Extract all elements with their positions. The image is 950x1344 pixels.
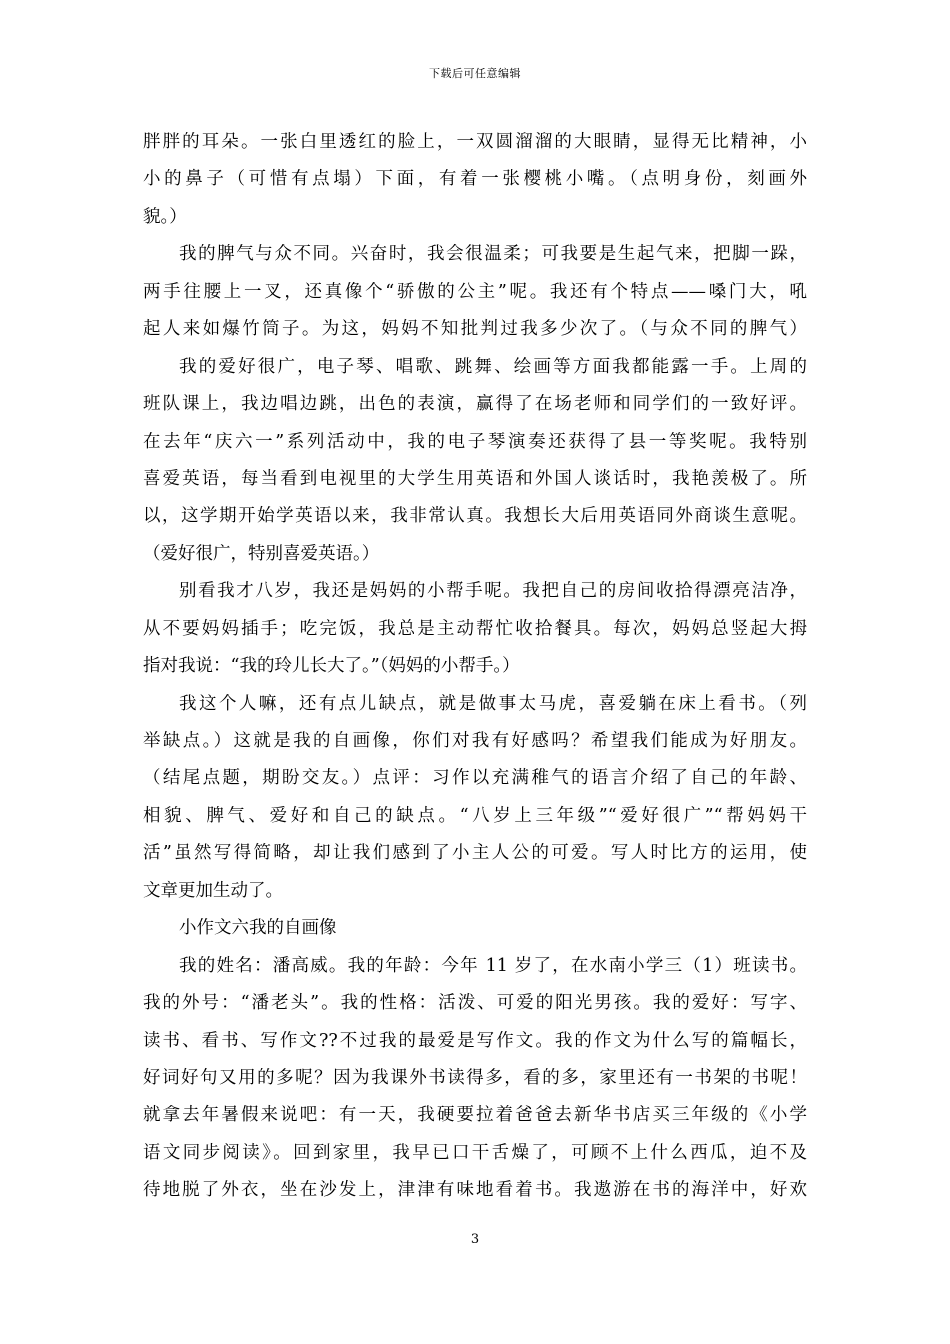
text-line: 文章更加生动了。 — [143, 880, 283, 901]
text-line: 我这个人嘛，还有点儿缺点，就是做事太马虎，喜爱躺在床上看书。（列 — [179, 693, 807, 714]
text-line: 举缺点。）这就是我的自画像，你们对我有好感吗？希望我们能成为好朋友。 — [143, 731, 807, 751]
text-line: 两手往腰上一叉，还真像个“骄傲的公主”呢。我还有个特点——嗓门大，吼 — [143, 281, 807, 302]
section-heading: 小作文六我的自画像 — [179, 918, 337, 939]
text-line: 喜爱英语，每当看到电视里的大学生用英语和外国人谈话时，我艳羡极了。所 — [143, 468, 807, 489]
text-line: 就拿去年暑假来说吧：有一天，我硬要拉着爸爸去新华书店买三年级的《小学 — [143, 1105, 807, 1126]
text-line: 别看我才八岁，我还是妈妈的小帮手呢。我把自己的房间收拾得漂亮洁净， — [179, 581, 807, 602]
page-number: 3 — [470, 1232, 480, 1247]
text-line: 读书、看书、写作文??不过我的最爱是写作文。我的作文为什么写的篇幅长， — [143, 1030, 807, 1051]
text-line: 指对我说：“我的玲儿长大了。”（妈妈的小帮手。） — [143, 656, 520, 677]
text-line: 以，这学期开始学英语以来，我非常认真。我想长大后用英语同外商谈生意呢。 — [143, 506, 807, 527]
body-text — [143, 124, 807, 1210]
text-line: 从不要妈妈插手；吃完饭，我总是主动帮忙收拾餐具。每次，妈妈总竖起大拇 — [143, 618, 807, 639]
text-line: 语文同步阅读》。回到家里，我早已口干舌燥了，可顾不上什么西瓜，迫不及 — [143, 1142, 807, 1163]
text-line: 班队课上，我边唱边跳，出色的表演，赢得了在场老师和同学们的一致好评。 — [143, 394, 807, 415]
text-line: 起人来如爆竹筒子。为这，妈妈不知批判过我多少次了。（与众不同的脾气） — [143, 319, 807, 340]
text-line: 待地脱了外衣，坐在沙发上，津津有味地看着书。我遨游在书的海洋中，好欢 — [143, 1180, 807, 1201]
text-line: 我的姓名：潘高威。我的年龄：今年 11 岁了，在水南小学三（1）班读书。 — [179, 955, 807, 976]
text-line: 胖胖的耳朵。一张白里透红的脸上，一双圆溜溜的大眼睛，显得无比精神，小 — [143, 132, 807, 152]
text-line: 我的外号：“潘老头”。我的性格：活泼、可爱的阳光男孩。我的爱好：写字、 — [143, 993, 807, 1014]
text-line: 小的鼻子（可惜有点塌）下面，有着一张樱桃小嘴。（点明身份，刻画外 — [143, 169, 807, 190]
text-line: （结尾点题，期盼交友。）点评：习作以充满稚气的语言介绍了自己的年龄、 — [143, 768, 807, 789]
text-line: 貌。） — [143, 206, 187, 227]
text-line: 我的脾气与众不同。兴奋时，我会很温柔；可我要是生起气来，把脚一跺， — [179, 244, 807, 265]
text-line: 我的爱好很广，电子琴、唱歌、跳舞、绘画等方面我都能露一手。上周的 — [179, 356, 807, 377]
text-line: 相貌、脾气、爱好和自己的缺点。“八岁上三年级”“爱好很广”“帮妈妈干 — [143, 805, 807, 826]
text-line: 活”虽然写得简略，却让我们感到了小主人公的可爱。写人时比方的运用，使 — [143, 843, 807, 864]
text-line: （爱好很广，特别喜爱英语。） — [143, 543, 380, 564]
text-line: 好词好句又用的多呢？因为我课外书读得多，看的多，家里还有一书架的书呢！ — [143, 1067, 807, 1088]
text-line: 在去年“庆六一”系列活动中，我的电子琴演奏还获得了县一等奖呢。我特别 — [143, 431, 807, 452]
page-header: 下载后可任意编辑 — [429, 67, 521, 80]
